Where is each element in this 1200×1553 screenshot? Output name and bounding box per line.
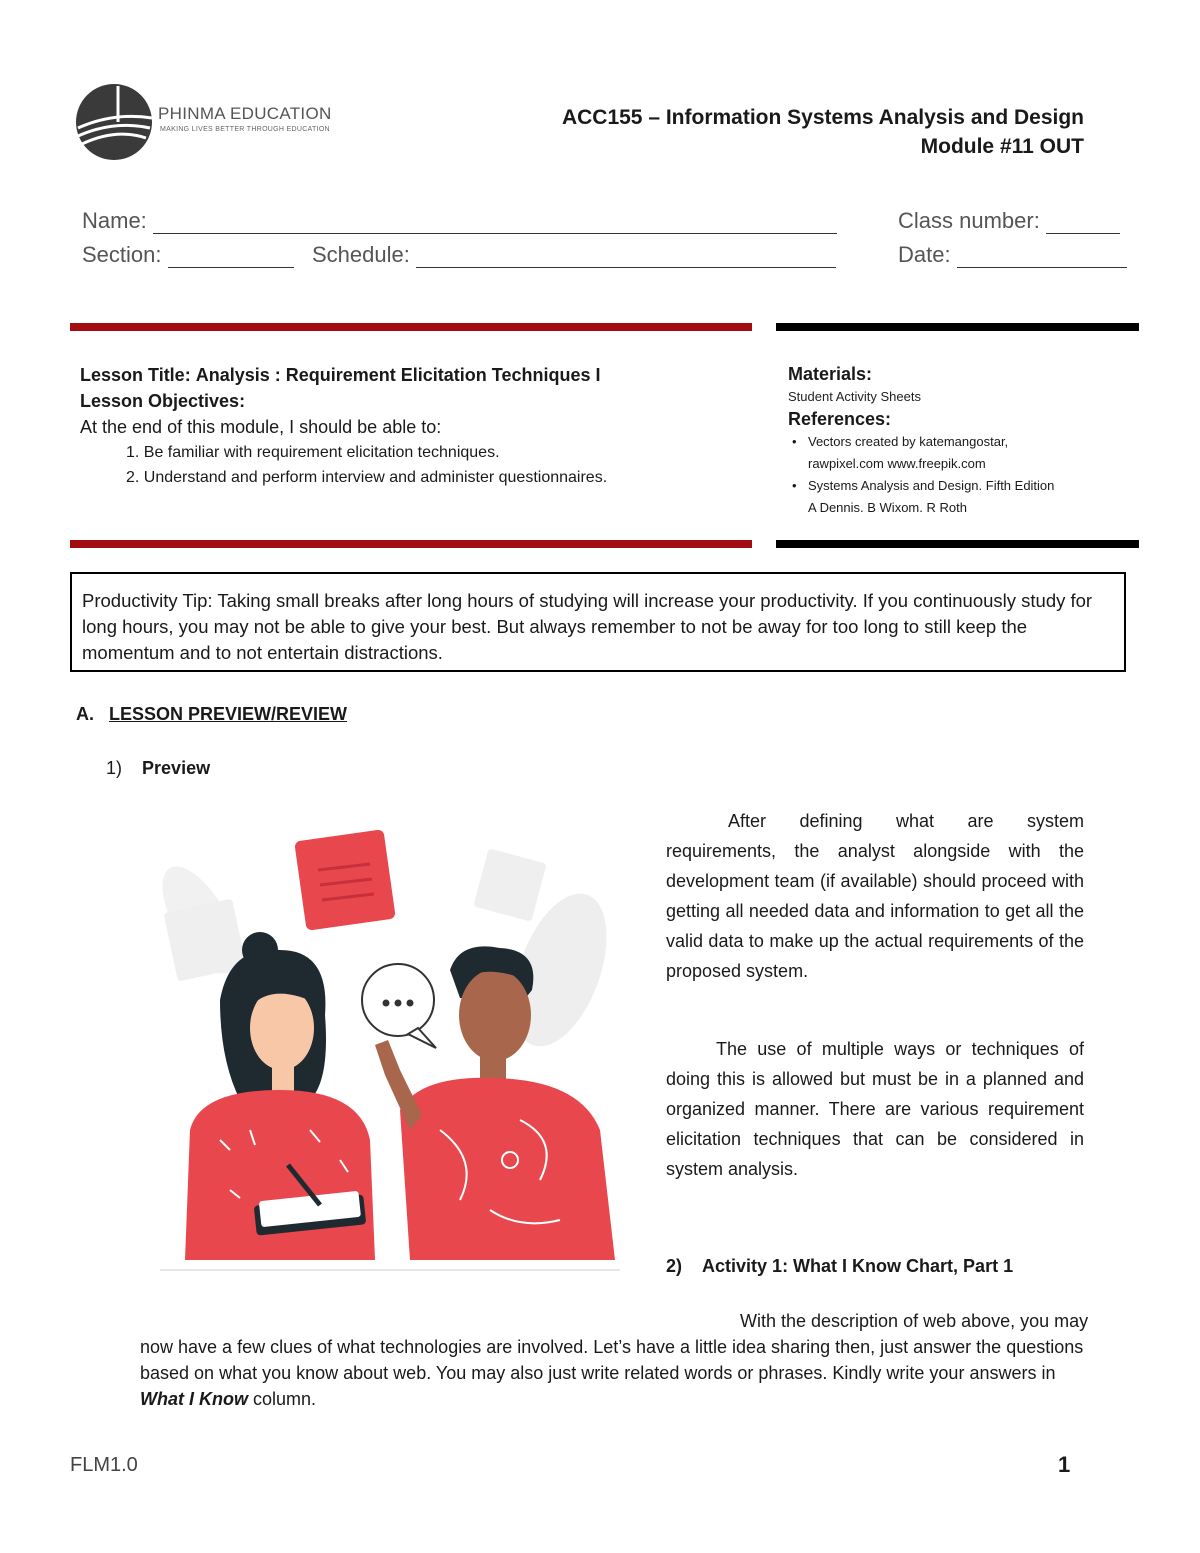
- name-field: [82, 208, 837, 234]
- logo-name: PHINMA EDUCATION: [158, 104, 332, 123]
- lesson-title-value: Analysis : Requirement Elicitation Techniques I: [195, 365, 601, 385]
- divider-black-bottom: [776, 540, 1139, 548]
- activity-instructions: [140, 1308, 1090, 1412]
- objective-item: 1. Be familiar with requirement elicitation techniques.: [126, 444, 500, 461]
- preview-paragraph-1: After defining what are system requirements, the analyst alongside with the development team (if available) should proceed with getting all needed data and information to get all the valid data to make up the actual requirements of the proposed system.: [666, 811, 1084, 981]
- course-title: ACC155 – Information Systems Analysis and Design: [561, 106, 1084, 129]
- reference-line: Vectors created by katemangostar,: [808, 434, 1009, 449]
- class-number-line[interactable]: [1046, 211, 1120, 234]
- class-number-label: Class number:: [898, 208, 1040, 233]
- activity-heading: [666, 1256, 1013, 1277]
- reference-item: [804, 475, 1054, 519]
- module-number: Module #11 OUT: [920, 135, 1084, 158]
- objectives-intro: At the end of this module, I should be able to:: [80, 417, 442, 437]
- schedule-field: [312, 242, 836, 268]
- references-label: References:: [788, 409, 892, 429]
- productivity-tip-text: Productivity Tip: Taking small breaks after long hours of studying will increase your productivity. If you continuously study for long hours, you may not be able to give your best. But always remember to not be away for too long to still keep the momentum and to not entertain distractions.: [82, 590, 1093, 663]
- divider-red-bottom: [70, 540, 752, 548]
- schedule-label: Schedule:: [312, 242, 410, 267]
- section-letter: A.: [76, 704, 94, 724]
- activity-label: Activity 1: What I Know Chart, Part 1: [702, 1256, 1014, 1276]
- productivity-tip-box: [70, 572, 1126, 672]
- logo-tagline: MAKING LIVES BETTER THROUGH EDUCATION: [160, 126, 330, 133]
- materials-label: Materials:: [788, 364, 873, 384]
- preview-label: Preview: [142, 758, 211, 778]
- activity-number: 2): [666, 1256, 683, 1276]
- section-line[interactable]: [168, 245, 294, 268]
- divider-black-top: [776, 323, 1139, 331]
- name-line[interactable]: [153, 211, 837, 234]
- schedule-line[interactable]: [416, 245, 836, 268]
- name-label: Name:: [82, 208, 147, 233]
- lesson-title-label: Lesson Title:: [80, 365, 191, 385]
- date-line[interactable]: [957, 245, 1127, 268]
- reference-line: rawpixel.com www.freepik.com: [808, 456, 986, 471]
- objective-item: 2. Understand and perform interview and administer questionnaires.: [126, 469, 608, 486]
- divider-red-top: [70, 323, 752, 331]
- section-title: LESSON PREVIEW/REVIEW: [109, 704, 348, 724]
- course-header: [562, 103, 1084, 161]
- section-label: Section:: [82, 242, 162, 267]
- what-i-know-emphasis: What I Know: [140, 1389, 248, 1409]
- footer-version: FLM1.0: [70, 1454, 138, 1476]
- lesson-objectives-label: Lesson Objectives:: [80, 391, 246, 411]
- preview-number: 1): [106, 758, 123, 778]
- date-field: [898, 242, 1127, 268]
- materials-block: [788, 362, 1054, 519]
- reference-line: A Dennis. B Wixom. R Roth: [808, 500, 967, 515]
- reference-line: Systems Analysis and Design. Fifth Edition: [808, 478, 1055, 493]
- preview-paragraph-2: The use of multiple ways or techniques of doing this is allowed but must be in a planned and organized manner. There are various requirement elicitation techniques that can be considered in system analysis.: [666, 1039, 1084, 1179]
- lesson-block: [80, 362, 607, 490]
- conversation-illustration: [160, 800, 620, 1275]
- section-a-heading: [76, 704, 347, 725]
- activity-text-end: column.: [253, 1389, 317, 1409]
- section-field: [82, 242, 294, 268]
- date-label: Date:: [898, 242, 951, 267]
- preview-heading: [106, 758, 210, 779]
- activity-text: With the description of web above, you may now have a few clues of what technologies are involved. Let’s have a little idea sharing then, just answer the questions based on what you know about web. You may also just write related words or phrases. Kindly write your answers in: [140, 1311, 1089, 1383]
- references-list: [788, 431, 1054, 519]
- lesson-title: [80, 362, 607, 388]
- reference-item: [804, 431, 1054, 475]
- materials-value: Student Activity Sheets: [788, 389, 921, 404]
- class-number-field: [898, 208, 1120, 234]
- page-number: 1: [1058, 1452, 1071, 1477]
